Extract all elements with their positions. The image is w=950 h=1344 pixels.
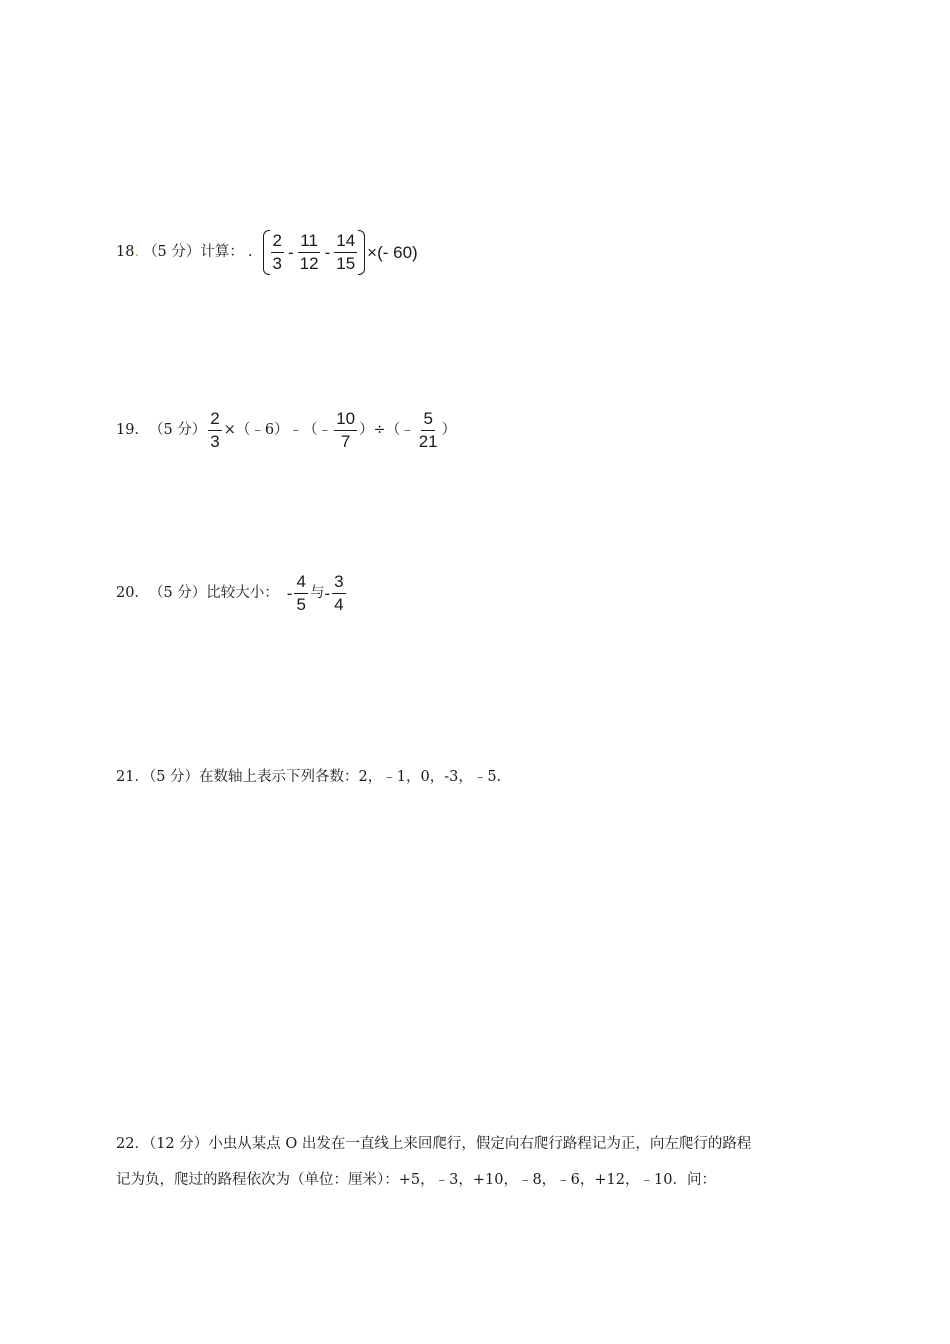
- q20-minus-2: -: [324, 583, 331, 603]
- q18-tail: ×(- 60): [367, 242, 418, 262]
- q19-part-3: ）: [441, 422, 457, 439]
- q18-f2-denominator: 12: [299, 253, 319, 273]
- q20-f1-denominator: 5: [296, 594, 306, 614]
- q20-f1-numerator: 4: [294, 573, 307, 594]
- q19-f2-denominator: 7: [340, 431, 351, 451]
- q18-expression: [263, 232, 366, 273]
- q19-part-1: ×（﹣6）﹣（﹣: [223, 422, 333, 439]
- q20-score: （5 分）: [148, 585, 207, 602]
- q20-fraction-1: [294, 573, 307, 614]
- q18-mark: .: [134, 244, 140, 261]
- q19-fraction-1: [208, 410, 221, 451]
- q20-f2-denominator: 4: [334, 594, 344, 614]
- question-22: [116, 1127, 836, 1198]
- q19-score: （5 分）: [148, 422, 207, 439]
- q18-score: （5 分）: [143, 244, 201, 261]
- q18-f2-numerator: 11: [298, 232, 320, 253]
- q18-number: 18: [116, 244, 135, 261]
- question-21: [116, 770, 501, 785]
- q19-part-2: ）÷（﹣: [359, 422, 415, 439]
- q18-f1-denominator: 3: [272, 253, 282, 273]
- q19-number: 19．: [116, 422, 149, 439]
- q18-fraction-3: [334, 232, 357, 273]
- q18-lead: .: [247, 244, 253, 261]
- question-18: [116, 232, 418, 273]
- q19-f3-denominator: 21: [418, 431, 438, 451]
- q20-prompt: 比较大小：: [206, 585, 279, 602]
- q19-f1-numerator: 2: [208, 410, 221, 431]
- q19-f2-numerator: 10: [334, 410, 357, 431]
- q18-minus-1: -: [287, 242, 294, 262]
- q18-fraction-2: [298, 232, 321, 273]
- q20-minus-1: -: [286, 583, 293, 603]
- q18-f3-denominator: 15: [336, 253, 356, 273]
- q20-fraction-2: [332, 573, 345, 614]
- q19-fraction-3: [417, 410, 440, 451]
- q20-f2-numerator: 3: [332, 573, 345, 594]
- question-20: [116, 573, 348, 614]
- question-19: [116, 410, 456, 451]
- q18-f3-numerator: 14: [334, 232, 357, 253]
- q20-number: 20．: [116, 585, 149, 602]
- q18-fraction-1: [271, 232, 284, 273]
- q22-line-2: 记为负，爬过的路程依次为（单位：厘米）：+5，﹣3，+10，﹣8，﹣6，+12，﹣10．问：: [116, 1171, 716, 1188]
- q19-f3-numerator: 5: [421, 410, 434, 431]
- q21-text: 21．（5 分）在数轴上表示下列各数：2，﹣1，0，-3，﹣5.: [116, 769, 502, 785]
- q20-join: 与: [309, 585, 325, 602]
- q22-line-1: 22．（12 分）小虫从某点 O 出发在一直线上来回爬行，假定向右爬行路程记为正，向左爬行的路程: [116, 1136, 752, 1152]
- q18-minus-2: -: [324, 242, 331, 262]
- q19-fraction-2: [334, 410, 357, 451]
- q18-prompt: 计算：: [200, 244, 244, 261]
- q19-f1-denominator: 3: [210, 431, 220, 451]
- q18-f1-numerator: 2: [271, 232, 284, 253]
